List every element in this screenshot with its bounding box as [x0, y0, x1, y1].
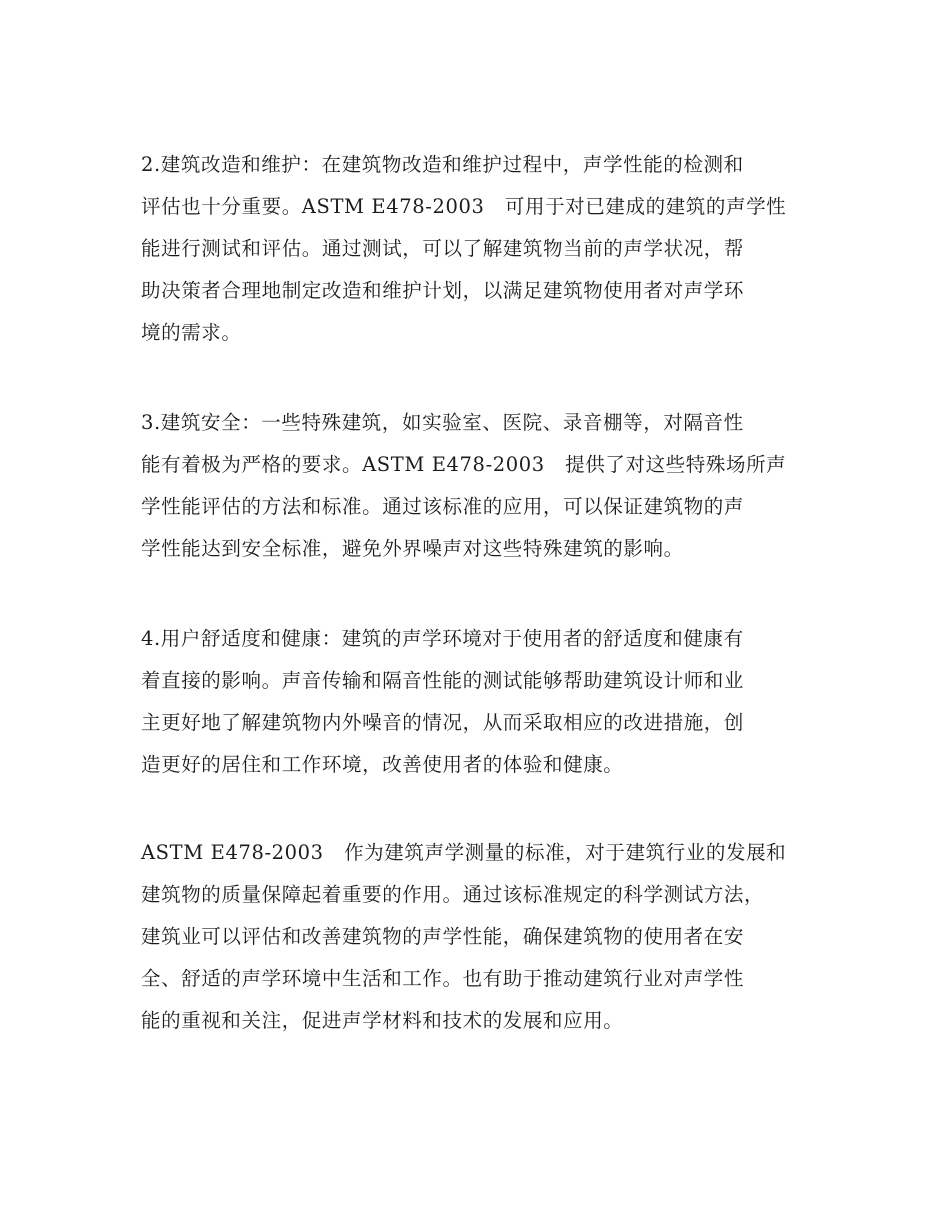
paragraph-comfort-health	[141, 618, 831, 786]
text-line: 学性能评估的方法和标准。通过该标准的应用，可以保证建筑物的声	[141, 495, 745, 518]
paragraph-conclusion	[141, 832, 831, 1042]
text-line: 建筑业可以评估和改善建筑物的声学性能，确保建筑物的使用者在安	[141, 925, 745, 948]
text-line: 助决策者合理地制定改造和维护计划，以满足建筑物使用者对声学环	[141, 279, 745, 302]
text-line: 全、舒适的声学环境中生活和工作。也有助于推动建筑行业对声学性	[141, 967, 745, 990]
text-line: ASTM E478-2003 作为建筑声学测量的标准，对于建筑行业的发展和	[141, 841, 787, 864]
text-line: 能进行测试和评估。通过测试，可以了解建筑物当前的声学状况，帮	[141, 237, 745, 260]
text-line: 能的重视和关注，促进声学材料和技术的发展和应用。	[141, 1009, 624, 1032]
text-line: 造更好的居住和工作环境，改善使用者的体验和健康。	[141, 753, 624, 776]
text-line: 3.建筑安全：一些特殊建筑，如实验室、医院、录音棚等，对隔音性	[141, 411, 744, 434]
text-line: 主更好地了解建筑物内外噪音的情况，从而采取相应的改进措施，创	[141, 711, 745, 734]
text-line: 4.用户舒适度和健康：建筑的声学环境对于使用者的舒适度和健康有	[141, 627, 744, 650]
text-line: 境的需求。	[141, 321, 242, 344]
text-line: 2.建筑改造和维护：在建筑物改造和维护过程中，声学性能的检测和	[141, 153, 744, 176]
text-line: 评估也十分重要。ASTM E478-2003 可用于对已建成的建筑的声学性	[141, 195, 787, 218]
paragraph-renovation-maintenance	[141, 144, 831, 354]
text-line: 着直接的影响。声音传输和隔音性能的测试能够帮助建筑设计师和业	[141, 669, 745, 692]
text-line: 建筑物的质量保障起着重要的作用。通过该标准规定的科学测试方法，	[141, 883, 765, 906]
text-line: 学性能达到安全标准，避免外界噪声对这些特殊建筑的影响。	[141, 537, 684, 560]
paragraph-building-safety	[141, 402, 831, 570]
text-line: 能有着极为严格的要求。ASTM E478-2003 提供了对这些特殊场所声	[141, 453, 787, 476]
